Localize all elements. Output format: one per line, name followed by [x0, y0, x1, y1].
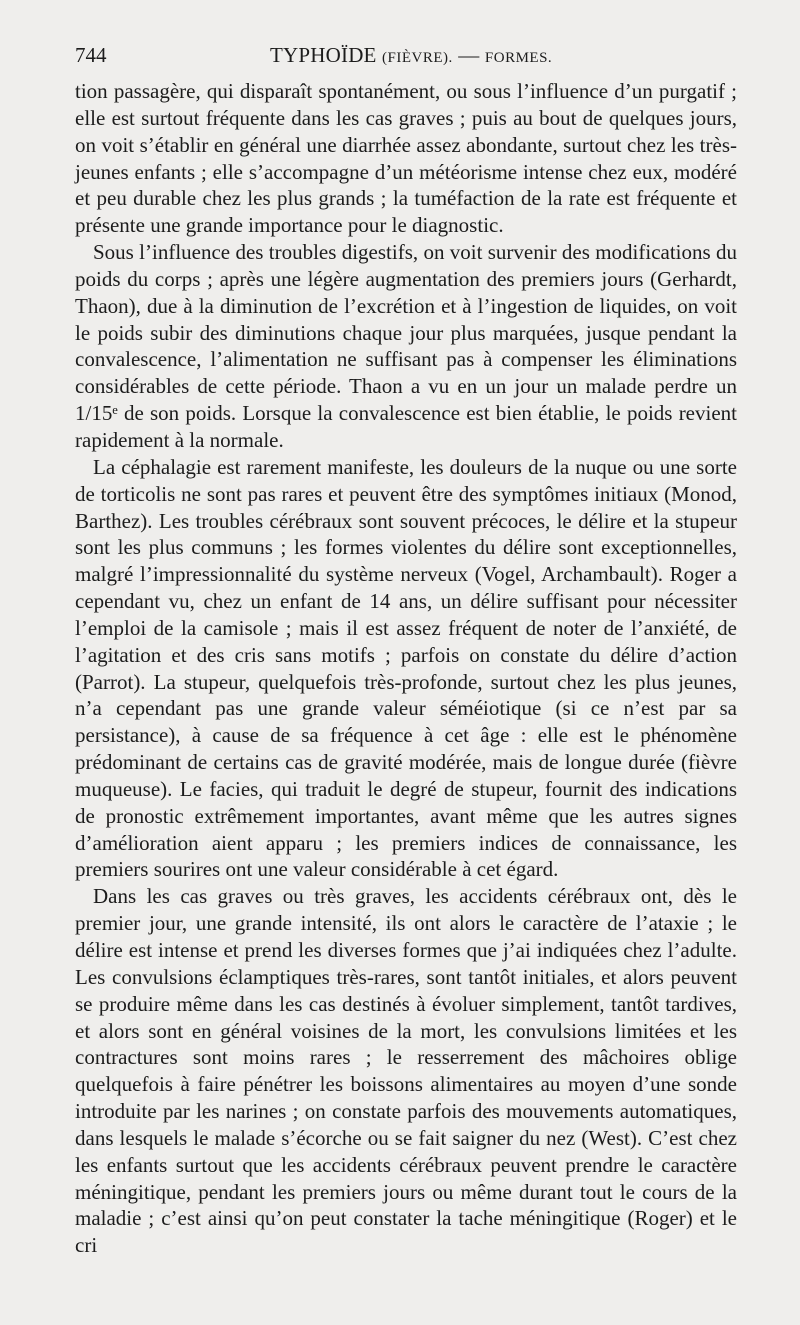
running-head-section: FORMES. — [484, 50, 553, 66]
running-head-dash: — — [458, 43, 480, 67]
paragraph-2: Sous l’influence des troubles digestifs, on voit survenir des modifications du poids du corps ; après une légère augmentation des premiers jours (Gerhardt, Thaon), due à la diminution de l’excrétion et à l’ingestion de liquides, on voit le poids subir des diminutions chaque jour plus marquées, jusque pendant la convalescence, l’alimentation ne suffisant pas à compenser les éliminations considérables de cette période. Thaon a vu en un jour un malade perdre un 1/15ᵉ de son poids. Lorsque la convalescence est bien établie, le poids revient rapidement à la normale. — [75, 240, 737, 452]
paragraph-1: tion passagère, qui disparaît spontanément, ou sous l’influence d’un purgatif ; elle est surtout fréquente dans les cas graves ; puis au bout de quelques jours, on voit s’établir en général une diarrhée assez abondante, surtout chez les très-jeunes enfants ; elle s’accompagne d’un météorisme intense chez eux, modéré et peu durable chez les plus grands ; la tuméfaction de la rate est fréquente et présente une grande importance pour le diagnostic. — [75, 79, 737, 238]
page-number: 744 — [75, 43, 107, 67]
running-head-main: TYPHOÏDE — [270, 43, 377, 67]
paragraph-3: La céphalagie est rarement manifeste, les douleurs de la nuque ou une sorte de torticolis ne sont pas rares et peuvent être des symptômes initiaux (Monod, Barthez). Les troubles cérébraux sont souvent précoces, le délire et la stupeur sont les plus communs ; les formes violentes du délire sont exceptionnelles, malgré l’impressionnalité du système nerveux (Vogel, Archambault). Roger a cependant vu, chez un enfant de 14 ans, un délire suffisant pour nécessiter l’emploi de la camisole ; mais il est assez fréquent de noter de l’anxiété, de l’agitation et des cris sans motifs ; parfois on constate du délire d’action (Parrot). La stupeur, quelquefois très-profonde, surtout chez les plus jeunes, n’a cependant pas une grande valeur séméiotique (si ce n’est par sa persistance), à cause de sa fréquence à cet âge : elle est le phénomène prédominant de certains cas de gravité modérée, mais de longue durée (fièvre muqueuse). Le facies, qui traduit le degré de stupeur, fournit des indications de pronostic extrêmement importantes, avant même que les autres signes d’amélioration aient apparu ; les premiers indices de connaissance, les premiers sourires ont une valeur considérable à cet égard. — [75, 454, 737, 882]
paragraph-4: Dans les cas graves ou très graves, les accidents cérébraux ont, dès le premier jour, une grande intensité, ils ont alors le caractère de l’ataxie ; le délire est intense et prend les diverses formes que j’ai indiquées chez l’adulte. Les convulsions éclamptiques très-rares, sont tantôt initiales, et alors peuvent se produire même dans les cas destinés à évoluer simplement, tantôt tardives, et alors sont en général voisines de la mort, les convulsions limitées et les contractures sont moins rares ; le resserrement des mâchoires oblige quelquefois à faire pénétrer les boissons alimentaires au moyen d’une sonde introduite par les narines ; on constate parfois des mouvements automatiques, dans lesquels le malade s’écorche ou se fait saigner du nez (West). C’est chez les enfants surtout que les accidents cérébraux peuvent prendre le caractère méningitique, pendant les premiers jours ou même durant tout le cours de la maladie ; c’est ainsi qu’on peut constater la tache méningitique (Roger) et le cri — [75, 884, 737, 1258]
running-head-paren: (FIÈVRE). — [382, 50, 453, 66]
page-header — [75, 38, 737, 72]
running-head — [270, 38, 552, 75]
body-text — [75, 78, 737, 1259]
